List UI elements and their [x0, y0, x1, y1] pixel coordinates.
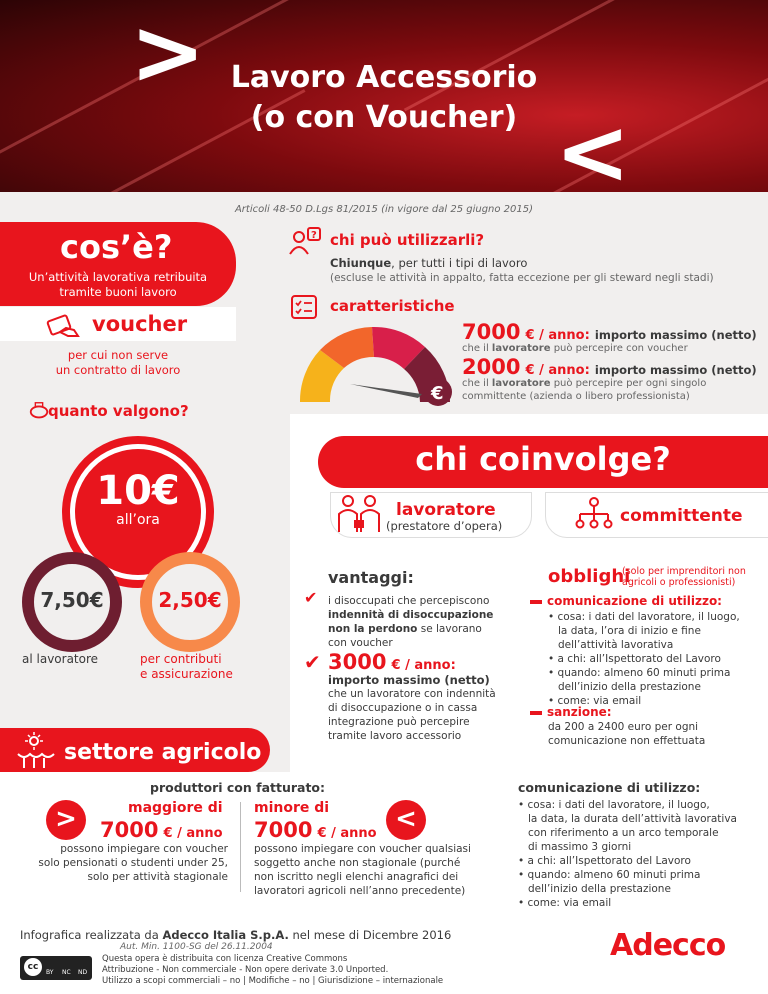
checklist-icon — [290, 294, 320, 320]
cos-e-title: cos’è? — [60, 228, 173, 266]
cos-e-text: Un’attività lavorativa retribuita tramite buoni lavoro — [28, 270, 208, 299]
divider — [240, 802, 241, 892]
lavoratore-label: lavoratore — [396, 500, 496, 520]
obblighi-list: • cosa: i dati del lavoratore, il luogo, la data, l’ora di inizio e fine dell’attività lavorativa • a chi: all’Ispettorato del Lavoro • quando: almeno 60 minuti prima dell’inizio della prestazione • come: via email — [548, 611, 740, 707]
minore-amount: 7000 € / anno — [254, 818, 377, 842]
annual-max-7000: 7000 € / anno: importo massimo (netto) — [462, 320, 757, 344]
adecco-logo: Adecco — [610, 928, 726, 963]
obblighi-title: obblighi — [548, 566, 631, 587]
license-text: Questa opera è distribuita con licenza Creative Commons Attribuzione - Non commerciale - Non opere derivate 3.0 Unported. Utilizzo a scopi commerciali – no | Modifiche – no | Giurisdizione – internazionale — [102, 954, 444, 986]
gauge-icon — [290, 322, 460, 412]
maggiore-amount: 7000 € / anno — [100, 818, 223, 842]
check-icon: ✔ — [304, 588, 318, 607]
chi-puo-main: Chiunque, per tutti i tipi di lavoro — [330, 256, 528, 270]
committente-label: committente — [620, 506, 743, 526]
workers-icon — [336, 494, 382, 534]
worker-share-label: al lavoratore — [22, 652, 99, 666]
chevron-right-icon: > — [130, 0, 206, 105]
piggy-bank-icon — [28, 400, 50, 422]
vantaggi-title: vantaggi: — [328, 568, 414, 587]
voucher-icon — [46, 308, 82, 338]
minore-text: possono impiegare con voucher qualsiasi soggetto anche non stagionale (purché non iscritto negli elenchi anagrafici dei lavoratori agricoli nell’anno precedente) — [254, 843, 471, 897]
caratteristiche-title: caratteristiche — [330, 297, 455, 315]
cc-badge: cc BY NC ND — [20, 956, 92, 980]
greater-than-icon: > — [46, 800, 86, 840]
worker-share-amount: 7,50€ — [40, 588, 104, 612]
credit: Infografica realizzata da Adecco Italia S.p.A. nel mese di Dicembre 2016 — [20, 928, 452, 942]
voucher-note: per cui non serve un contratto di lavoro — [55, 348, 181, 377]
sanzione-title: sanzione: — [530, 705, 612, 719]
maggiore-text: possono impiegare con voucher solo pensionati o studenti under 25, solo per attività stagionale — [38, 843, 228, 883]
maggiore-label: maggiore di — [128, 800, 223, 816]
contrib-share-label: per contributi e assicurazione — [140, 652, 233, 681]
total-amount: 10€ — [96, 468, 180, 514]
vantaggio-2-amount: 3000 € / anno: — [328, 650, 456, 674]
chevron-left-icon: < — [555, 100, 631, 205]
svg-text:?: ? — [311, 230, 317, 241]
vantaggio-2: importo massimo (netto) che un lavoratore con indennità di disoccupazione o in cassa integrazione può percepire tramite lavoro accessorio — [328, 673, 496, 742]
produttori-label: produttori con fatturato: — [150, 780, 326, 795]
total-unit: all’ora — [116, 512, 160, 528]
sanzione-text: da 200 a 2400 euro per ogni comunicazione non effettuata — [548, 721, 706, 747]
page-title-line2: (o con Voucher) — [250, 100, 518, 135]
annual-max-7000-desc: che il lavoratore può percepire con voucher — [462, 343, 688, 354]
lavoratore-sub: (prestatore d’opera) — [386, 519, 503, 533]
contrib-share-amount: 2,50€ — [158, 588, 222, 612]
voucher-label: voucher — [92, 312, 188, 336]
obblighi-com-title: comunicazione di utilizzo: — [530, 594, 722, 608]
agricolo-com-list: • cosa: i dati del lavoratore, il luogo, la data, la durata dell’attività lavorativa con riferimento a un arco temporale di massimo 3 giorni • a chi: all’Ispettorato del Lavoro • quando: almeno 60 minuti prima dell’inizio della prestazione • come: via email — [518, 799, 737, 909]
annual-max-2000-desc: che il lavoratore può percepire per ogni singolo committente (azienda o libero professionista) — [462, 378, 707, 402]
vantaggio-1: i disoccupati che percepiscono indennità di disoccupazione non la perdono se lavorano con voucher — [328, 595, 494, 649]
chi-puo-title: chi può utilizzarli? — [330, 231, 485, 249]
quanto-valgono-title: quanto valgono? — [48, 402, 189, 420]
sun-crops-icon — [14, 732, 56, 770]
annual-max-2000: 2000 € / anno: importo massimo (netto) — [462, 355, 757, 379]
agricolo-com-title: comunicazione di utilizzo: — [518, 780, 701, 795]
agricolo-title: settore agricolo — [64, 740, 262, 765]
obblighi-note: (solo per imprenditori non agricoli o professionisti) — [622, 566, 746, 588]
law-reference: Articoli 48-50 D.Lgs 81/2015 (in vigore dal 25 giugno 2015) — [234, 204, 534, 215]
user-question-icon — [288, 226, 324, 256]
page-title-line1: Lavoro Accessorio — [230, 60, 538, 95]
chi-puo-note: (escluse le attività in appalto, fatta eccezione per gli steward negli stadi) — [330, 272, 714, 284]
chi-coinvolge-title: chi coinvolge? — [415, 440, 671, 478]
aut-min: Aut. Min. 1100-SG del 26.11.2004 — [120, 942, 273, 952]
check-icon: ✔ — [304, 650, 321, 674]
org-chart-icon — [574, 496, 614, 534]
minore-label: minore di — [254, 800, 330, 816]
svg-text:€: € — [431, 383, 444, 404]
less-than-icon: < — [386, 800, 426, 840]
